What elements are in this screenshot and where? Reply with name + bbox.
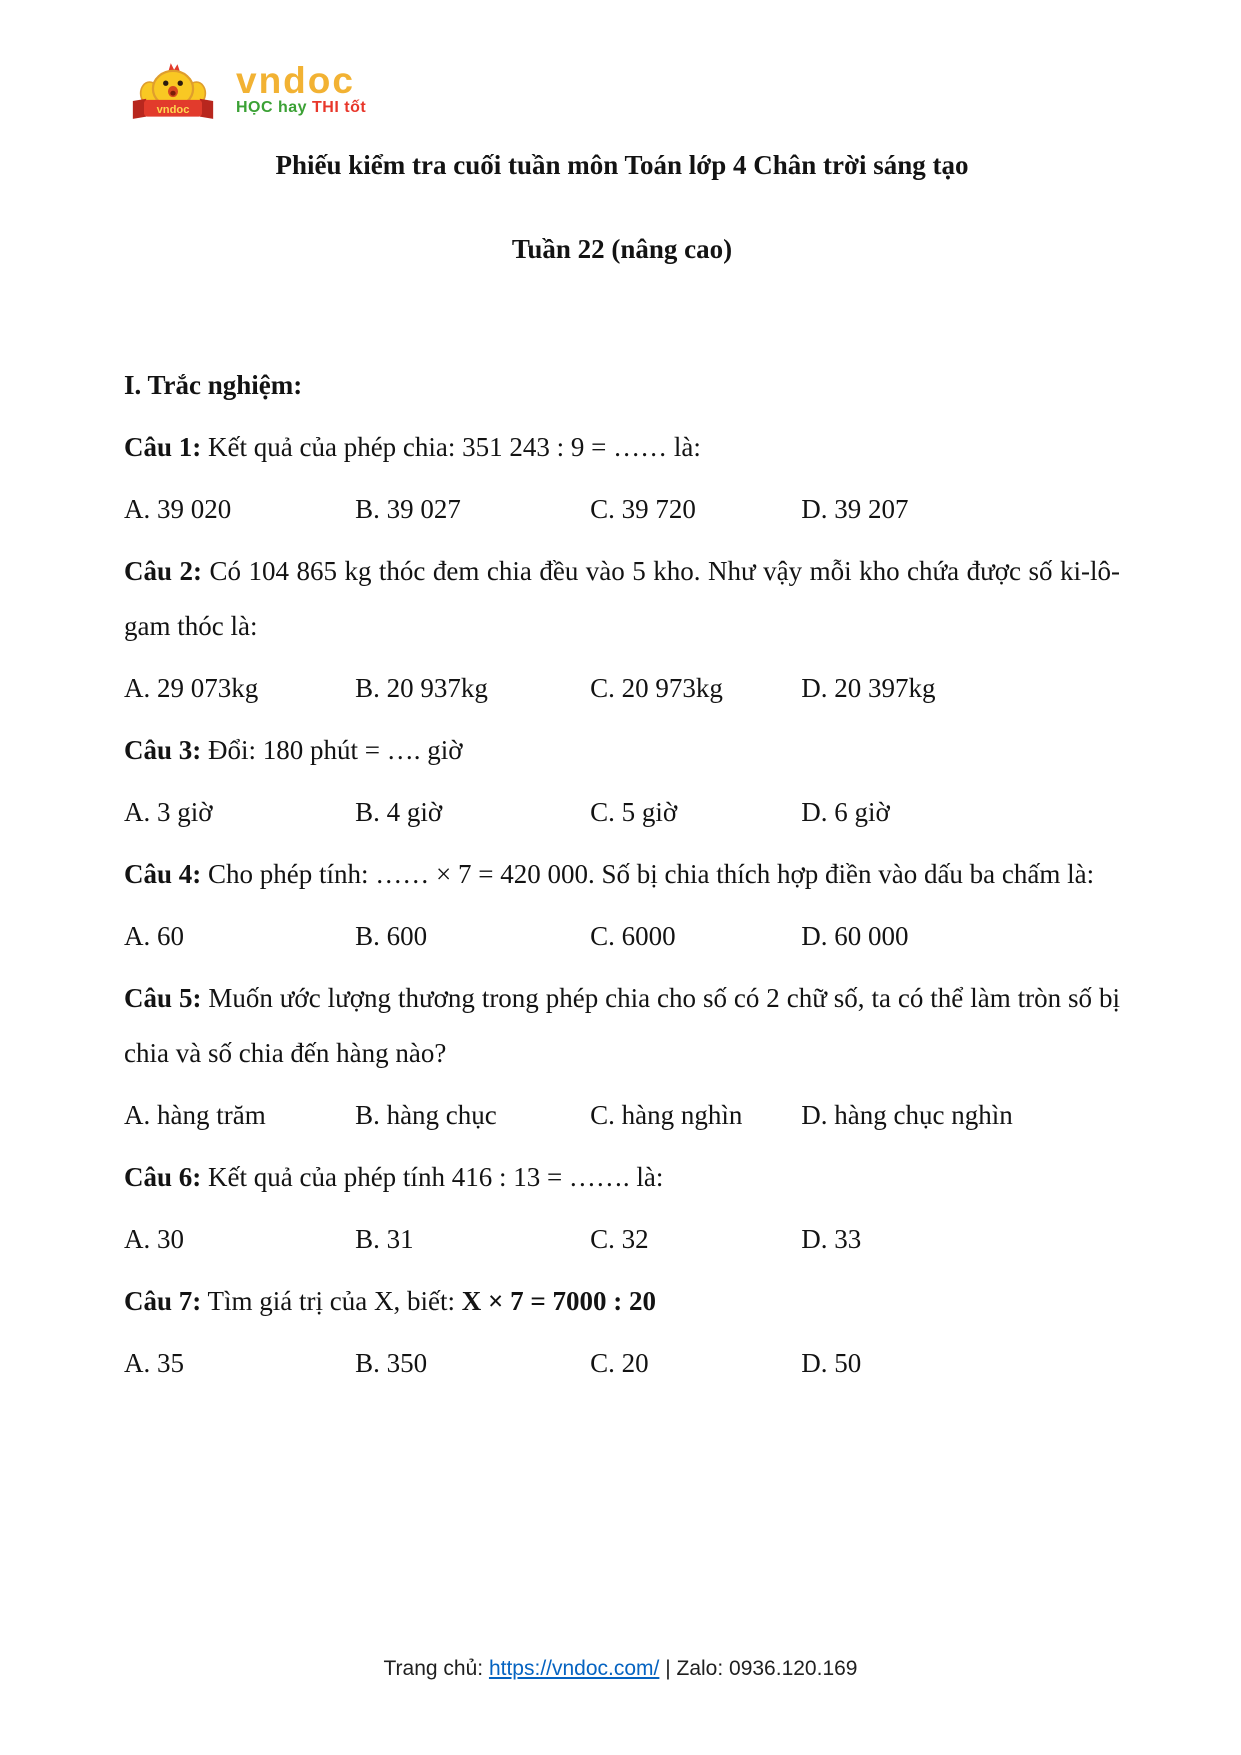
banner-text: vndoc: [156, 103, 190, 116]
test-content: [124, 358, 1120, 1391]
logo-header: [124, 62, 1120, 120]
question-4-label: Câu 4:: [124, 859, 202, 889]
option-c: C. 20 973kg: [590, 673, 723, 703]
option-a: A. 30: [124, 1224, 184, 1254]
brand-name: vndoc: [236, 60, 355, 101]
option-b: B. 4 giờ: [355, 797, 443, 827]
question-3-text: Đổi: 180 phút = …. giờ: [201, 735, 463, 765]
question-3-label: Câu 3:: [124, 735, 202, 765]
option-b: B. hàng chục: [355, 1100, 497, 1130]
question-5-label: Câu 5:: [124, 983, 202, 1013]
question-6-text: Kết quả của phép tính 416 : 13 = ……. là:: [201, 1162, 664, 1192]
question-1-text: Kết quả của phép chia: 351 243 : 9 = …… là:: [201, 432, 701, 462]
option-a: A. 29 073kg: [124, 673, 259, 703]
option-b: B. 31: [355, 1224, 414, 1254]
option-d: D. 39 207: [801, 494, 909, 524]
option-c: C. 20: [590, 1348, 649, 1378]
option-a: A. 39 020: [124, 494, 232, 524]
vndoc-home-link[interactable]: https://vndoc.com/: [488, 1657, 660, 1680]
question-7-equation: X × 7 = 7000 : 20: [461, 1286, 656, 1316]
option-c: C. 39 720: [590, 494, 696, 524]
logo-tagline: [236, 98, 366, 118]
vndoc-logo: [120, 62, 1120, 120]
question-2-label: Câu 2:: [124, 556, 202, 586]
question-2: [124, 544, 1120, 654]
option-a: A. 35: [124, 1348, 184, 1378]
option-b: B. 20 937kg: [355, 673, 488, 703]
question-6: [124, 1150, 1120, 1205]
section-heading: I. Trắc nghiệm:: [124, 370, 303, 400]
option-d: D. 6 giờ: [801, 797, 890, 827]
question-5-text: Muốn ước lượng thương trong phép chia cho số có 2 chữ số, ta có thể làm tròn số bị chia và số chia đến hàng nào?: [124, 983, 1120, 1068]
chick-mascot-icon: [120, 62, 226, 120]
question-7-options: [124, 1336, 1120, 1391]
page-footer: [0, 1657, 1241, 1681]
question-7: [124, 1274, 1120, 1329]
footer-zalo: Zalo: 0936.120.169: [676, 1657, 858, 1680]
option-b: B. 600: [355, 921, 428, 951]
page-title: Phiếu kiểm tra cuối tuần môn Toán lớp 4 Chân trời sáng tạo: [275, 150, 969, 180]
option-c: C. hàng nghìn: [590, 1100, 743, 1130]
question-7-text: Tìm giá trị của X, biết:: [201, 1286, 462, 1316]
option-a: A. hàng trăm: [124, 1100, 266, 1130]
question-5: [124, 971, 1120, 1081]
question-2-options: [124, 661, 1120, 716]
tagline-red: THI tốt: [312, 99, 367, 116]
option-d: D. 33: [801, 1224, 862, 1254]
question-4-text: Cho phép tính: …… × 7 = 420 000. Số bị chia thích hợp điền vào dấu ba chấm là:: [201, 859, 1095, 889]
option-d: D. 60 000: [801, 921, 909, 951]
question-2-text: Có 104 865 kg thóc đem chia đều vào 5 kho. Như vậy mỗi kho chứa được số ki-lô-gam thóc là:: [124, 556, 1120, 641]
question-6-label: Câu 6:: [124, 1162, 202, 1192]
option-d: D. 50: [801, 1348, 862, 1378]
question-4-options: [124, 909, 1120, 964]
tagline-green: HỌC hay: [236, 99, 308, 116]
question-4: [124, 847, 1120, 902]
option-b: B. 350: [355, 1348, 428, 1378]
question-6-options: [124, 1212, 1120, 1267]
option-a: A. 3 giờ: [124, 797, 213, 827]
option-b: B. 39 027: [355, 494, 461, 524]
footer-separator: |: [659, 1657, 677, 1680]
question-3-options: [124, 785, 1120, 840]
footer-home-label: Trang chủ:: [383, 1657, 489, 1680]
logo-wordmark: [236, 62, 366, 118]
question-7-label: Câu 7:: [124, 1286, 202, 1316]
question-5-options: [124, 1088, 1120, 1143]
question-1-label: Câu 1:: [124, 432, 202, 462]
option-a: A. 60: [124, 921, 184, 951]
question-1-options: [124, 482, 1120, 537]
question-3: [124, 723, 1120, 778]
page-subtitle: Tuần 22 (nâng cao): [511, 234, 733, 264]
option-d: D. hàng chục nghìn: [801, 1100, 1013, 1130]
option-c: C. 6000: [590, 921, 676, 951]
option-d: D. 20 397kg: [801, 673, 936, 703]
option-c: C. 5 giờ: [590, 797, 678, 827]
option-c: C. 32: [590, 1224, 649, 1254]
question-1: [124, 420, 1120, 475]
